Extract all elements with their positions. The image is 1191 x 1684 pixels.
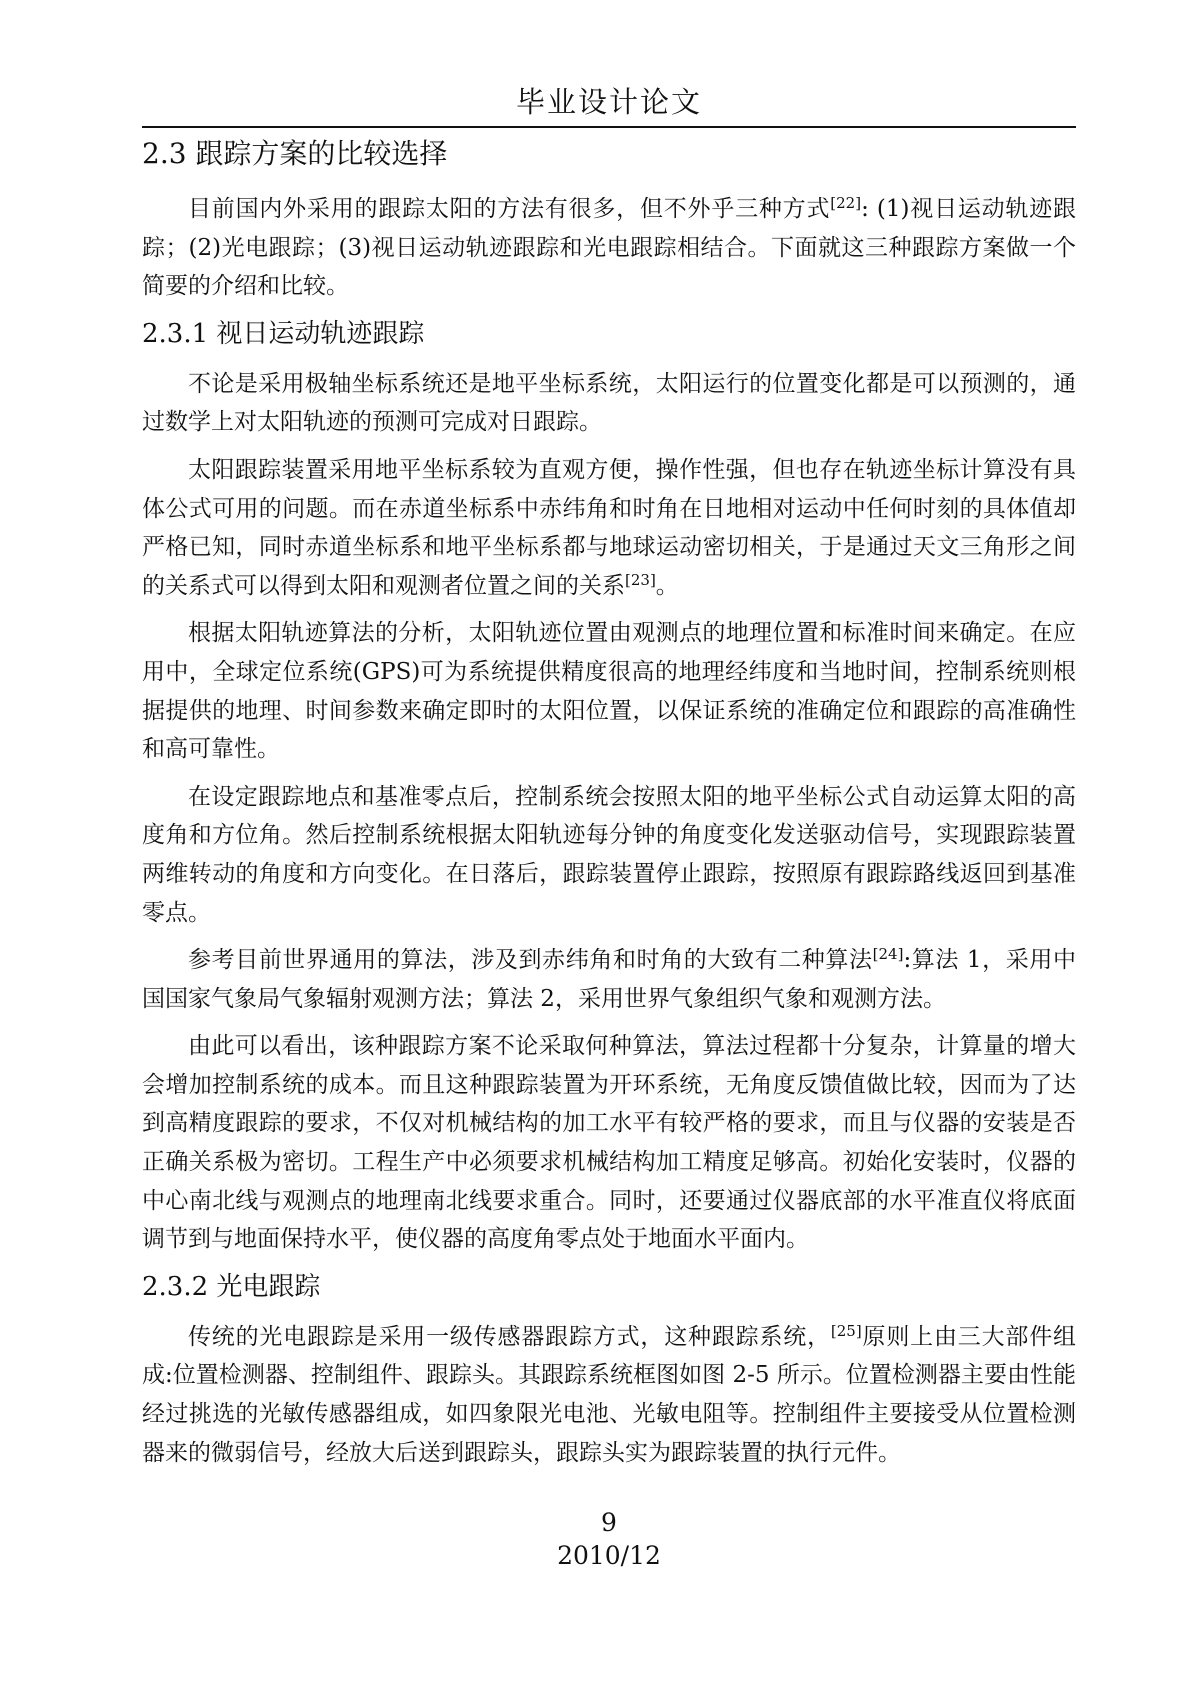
header-rule (142, 126, 1076, 128)
page-number: 9 (601, 1508, 617, 1537)
running-header: 毕业设计论文 (515, 85, 702, 119)
subsection-heading-tracking-trajectory: 2.3.1 视日运动轨迹跟踪 (142, 318, 425, 349)
intro-text-b: : (1)视日运动轨迹跟踪；(2)光电跟踪；(3)视日运动轨迹跟踪和光电跟踪相结合。下面就这三种跟踪方案做一个简要的介绍和比较。 (142, 196, 1077, 300)
page-footer (142, 1506, 1076, 1572)
intro-paragraph (142, 190, 1076, 306)
subsection-heading-photoelectric: 2.3.2 光电跟踪 (142, 1271, 321, 1302)
paragraph-5-text-b: :算法 1，采用中国国家气象局气象辐射观测方法；算法 2，采用世界气象组织气象和观测方法。 (142, 947, 1076, 1012)
paragraph-7-text-b: 原则上由三大部件组成:位置检测器、控制组件、跟踪头。其跟踪系统框图如图 2-5 所示。位置检测器主要由性能经过挑选的光敏传感器组成，如四象限光电池、光敏电阻等。控制组件主要接受从位置检测器来的微弱信号，经放大后送到跟踪头，跟踪头实为跟踪装置的执行元件。 (142, 1323, 1077, 1466)
paragraph-4: 在设定跟踪地点和基准零点后，控制系统会按照太阳的地平坐标公式自动运算太阳的高度角和方位角。然后控制系统根据太阳轨迹每分钟的角度变化发送驱动信号，实现跟踪装置两维转动的角度和方向变化。在日落后，跟踪装置停止跟踪，按照原有跟踪路线返回到基准零点。 (142, 783, 1076, 926)
citation-22: [22] (830, 194, 862, 212)
paragraph-7-text-a: 传统的光电跟踪是采用一级传感器跟踪方式，这种跟踪系统， (188, 1323, 831, 1350)
paragraph-2 (142, 451, 1076, 605)
paragraph-5-text-a: 参考目前世界通用的算法，涉及到赤纬角和时角的大致有二种算法 (188, 947, 873, 974)
citation-24: [24] (872, 945, 904, 964)
citation-23: [23] (625, 570, 656, 589)
body-content (142, 134, 1076, 1481)
paragraph-2-text-a: 太阳跟踪装置采用地平坐标系较为直观方便，操作性强，但也存在轨迹坐标计算没有具体公式可用的问题。而在赤道坐标系中赤纬角和时角在日地相对运动中任何时刻的具体值却严格已知，同时赤道坐标系和地平坐标系都与地球运动密切相关，于是通过天文三角形之间的关系式可以得到太阳和观测者位置之间的关系 (142, 456, 1076, 599)
footer-date: 2010/12 (557, 1541, 661, 1570)
paragraph-2-text-b: 。 (655, 572, 679, 599)
paragraph-5 (142, 941, 1076, 1018)
citation-25: [25] (830, 1321, 862, 1340)
section-heading: 2.3 跟踪方案的比较选择 (142, 137, 448, 170)
paragraph-1: 不论是采用极轴坐标系统还是地平坐标系统，太阳运行的位置变化都是可以预测的，通过数学上对太阳轨迹的预测可完成对日跟踪。 (142, 370, 1076, 436)
intro-text-a: 目前国内外采用的跟踪太阳的方法有很多，但不外乎三种方式 (188, 196, 831, 222)
paragraph-3: 根据太阳轨迹算法的分析，太阳轨迹位置由观测点的地理位置和标准时间来确定。在应用中，全球定位系统(GPS)可为系统提供精度很高的地理经纬度和当地时间，控制系统则根据提供的地理、时间参数来确定即时的太阳位置，以保证系统的准确定位和跟踪的高准确性和高可靠性。 (142, 620, 1076, 763)
paragraph-7 (142, 1318, 1076, 1472)
paragraph-6: 由此可以看出，该种跟踪方案不论采取何种算法，算法过程都十分复杂，计算量的增大会增加控制系统的成本。而且这种跟踪装置为开环系统，无角度反馈值做比较，因而为了达到高精度跟踪的要求，不仅对机械结构的加工水平有较严格的要求，而且与仪器的安装是否正确关系极为密切。工程生产中必须要求机械结构加工精度足够高。初始化安装时，仪器的中心南北线与观测点的地理南北线要求重合。同时，还要通过仪器底部的水平准直仪将底面调节到与地面保持水平，使仪器的高度角零点处于地面水平面内。 (142, 1033, 1076, 1253)
